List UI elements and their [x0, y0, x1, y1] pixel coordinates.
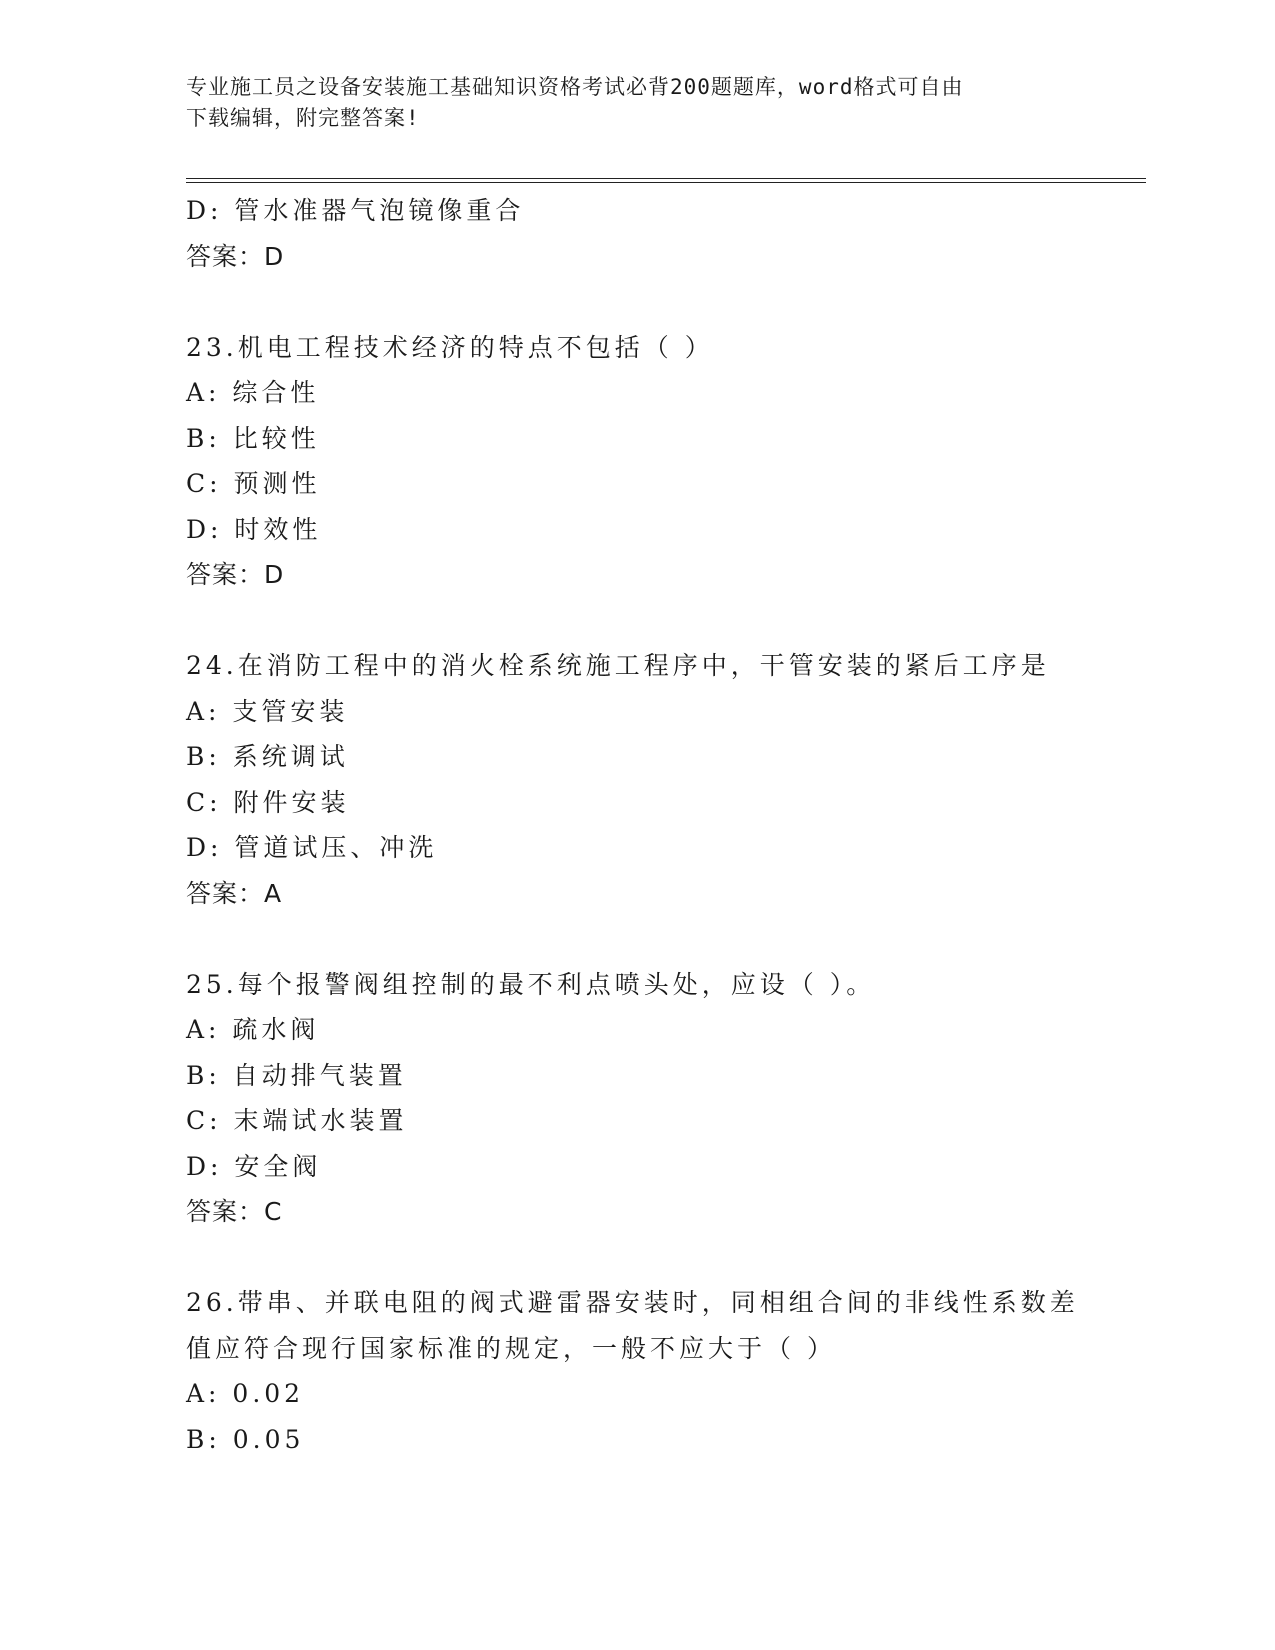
option-c: C: 预测性: [186, 469, 321, 498]
question-22-tail: [186, 188, 1146, 279]
answer-text: 答案：A: [186, 878, 283, 908]
header-divider: [186, 178, 1146, 183]
option-d: D: 安全阀: [186, 1151, 322, 1181]
question-24: [186, 643, 1146, 916]
answer-text: 答案：D: [186, 241, 285, 271]
option-a: A: 疏水阀: [186, 1015, 320, 1044]
question-list: [186, 188, 1146, 1462]
header-title-line-2: 下载编辑，附完整答案!: [186, 106, 420, 130]
document-page: [186, 0, 1146, 1650]
question-23: [186, 325, 1146, 598]
spacer: [186, 916, 1146, 962]
question-text: 25.每个报警阀组控制的最不利点喷头处，应设（ ）。: [186, 969, 876, 999]
spacer: [186, 1235, 1146, 1281]
option-c: C: 末端试水装置: [186, 1106, 408, 1135]
header-title-line-1: 专业施工员之设备安装施工基础知识资格考试必背200题题库，word格式可自由: [186, 75, 964, 99]
spacer: [186, 279, 1146, 325]
option-b: B: 0.05: [186, 1424, 305, 1454]
question-text: 24.在消防工程中的消火栓系统施工程序中，干管安装的紧后工序是: [186, 651, 1050, 680]
option-d: D: 管水准器气泡镜像重合: [186, 196, 525, 225]
option-a: A: 支管安装: [186, 696, 349, 726]
option-b: B: 自动排气装置: [186, 1060, 407, 1090]
option-b: B: 系统调试: [186, 742, 349, 771]
option-d: D: 时效性: [186, 514, 322, 544]
question-25: [186, 962, 1146, 1235]
question-26: [186, 1280, 1146, 1462]
option-d: D: 管道试压、冲洗: [186, 833, 438, 862]
question-text-line-1: 26.带串、并联电阻的阀式避雷器安装时，同相组合间的非线性系数差: [186, 1288, 1079, 1317]
question-text: 23.机电工程技术经济的特点不包括（ ）: [186, 332, 714, 362]
option-b: B: 比较性: [186, 423, 320, 453]
spacer: [186, 598, 1146, 644]
question-text-line-2: 值应符合现行国家标准的规定，一般不应大于（ ）: [186, 1333, 836, 1363]
answer-text: 答案：D: [186, 560, 285, 589]
option-a: A: 综合性: [186, 378, 320, 407]
option-c: C: 附件安装: [186, 787, 350, 817]
answer-text: 答案：C: [186, 1197, 283, 1226]
page-header: [186, 72, 1086, 134]
option-a: A: 0.02: [186, 1379, 305, 1408]
